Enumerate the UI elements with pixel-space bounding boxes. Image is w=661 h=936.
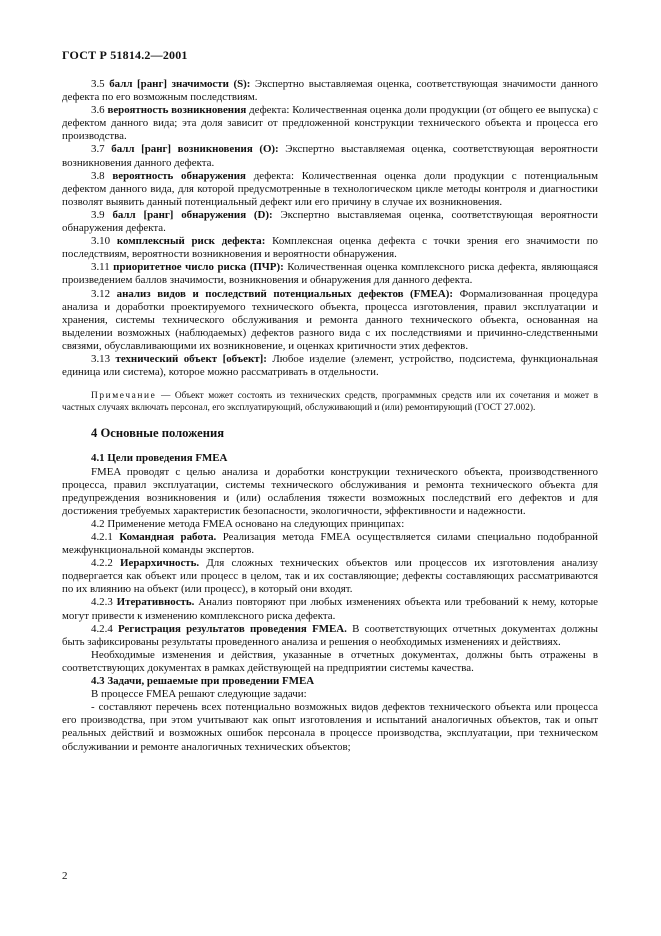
principle-text: Реализация метода FMEA осуществляется силами специально подобранной межфункциональной команды экспертов. [62, 531, 599, 557]
definition-3-5: 3.5 балл [ранг] значимости (S): Экспертно выставляемая оценка, соответствующая значимости данного дефекта по его возможным последствиям. [62, 78, 598, 104]
subsection-4-3-intro: В процессе FMEA решают следующие задачи: [91, 688, 307, 701]
note-label: Примечание [91, 391, 157, 402]
principle-term: Командная работа. [119, 531, 217, 543]
definition-term: технический объект [объект]: [115, 352, 267, 365]
definition-term: балл [ранг] значимости (S): [109, 78, 251, 90]
subsection-4-2-text: 4.2 Применение метода FMEA основано на следующих принципах: [91, 517, 405, 530]
definition-3-13: 3.13 технический объект [объект]: Любое изделие (элемент, устройство, подсистема, функциональная единица или система), которое можно рассматривать в отдельности. [62, 352, 598, 379]
principle-text: Анализ повторяют при любых изменениях объекта или требований к нему, которые могут привести к изменению комплексного риска дефекта. [62, 596, 598, 622]
page-number: 2 [62, 870, 68, 882]
task-list-item: - составляют перечень всех потенциально возможных видов дефектов технического объекта или процесса его производства, при этом учитывают как опыт изготовления и испытаний аналогичных объектов, так и опыт реальных действий и возможных ошибок персонала в процессе производства, эксплуатации, при техническом обслуживании и ремонте аналогичных технических объектов; [62, 701, 598, 753]
definition-text: Экспертно выставляемая оценка, соответствующая вероятности возникновения данного дефекта. [62, 143, 598, 169]
principle-4-2-3: 4.2.3 Итеративность. Анализ повторяют при любых изменениях объекта или требований к нему, которые могут привести к изменению комплексного риска дефекта. [62, 596, 598, 622]
principle-term: Иерархичность. [120, 557, 200, 570]
definition-3-12: 3.12 анализ видов и последствий потенциальных дефектов (FMEA): Формализованная процедура анализа и доработки проектируемого технического объекта, процесса изготовления, правил эксплуатации и хранения, системы технического обслуживания и ремонта данного технического объекта, основанная на выделении возможных (наблюдаемых) дефектов разного вида с их последствиями и причинно-следственными связями, обуславливающими их возникновение, и оценках критичности этих дефектов. [62, 287, 598, 352]
subsection-4-1-text: FMEA проводят с целью анализа и доработки конструкции технического объекта, производственного процесса, правил эксплуатации, системы технического обслуживания и ремонта технического объекта для предупреждения возникновения и (или) ослабления тяжести возможных последствий его дефектов и для достижения требуемых характеристик безопасности, экологичности, эффективности и надежности. [62, 465, 598, 517]
definition-3-9: 3.9 балл [ранг] обнаружения (D): Экспертно выставляемая оценка, соответствующая вероятности обнаружения дефекта. [62, 208, 598, 235]
definition-text: Экспертно выставляемая оценка, соответствующая вероятности обнаружения дефекта. [62, 208, 598, 235]
principle-4-2-1: 4.2.1 Командная работа. Реализация метода FMEA осуществляется силами специально подобранной межфункциональной команды экспертов. [62, 531, 599, 557]
subsection-4-1-title: 4.1 Цели проведения FMEA [91, 452, 228, 465]
subsection-4-3-title: 4.3 Задачи, решаемые при проведении FMEA [91, 675, 315, 688]
document-body [62, 78, 598, 754]
definition-3-8: 3.8 вероятность обнаружения дефекта: Количественная оценка доли продукции с потенциальным дефектом данного вида, для которой предусмотренные в технологическом цикле методы контроля и диагностики позволят выявить данный потенциальный дефект или его причину в случае их возникновения. [62, 169, 598, 208]
definition-3-11: 3.11 приоритетное число риска (ПЧР): Количественная оценка комплексного риска дефекта, являющаяся произведением баллов значимости, возникновения и обнаружения для данного дефекта. [62, 261, 598, 287]
principle-text: Для сложных технических объектов или процессов их изготовления анализу подвергается как объект или процесс в целом, так и их составляющие; дефекты составляющих рассматриваются по их влиянию на объект (или процесс), в который они входят. [62, 557, 598, 596]
definition-text: Любое изделие (элемент, устройство, подсистема, функциональная единица или система), которое можно рассматривать в отдельности. [62, 352, 598, 379]
definition-text: Экспертно выставляемая оценка, соответствующая значимости данного дефекта по его возможным последствиям. [62, 78, 598, 104]
definition-text: дефекта: Количественная оценка доли продукции (от общего ее выпуска) с дефектом данного вида; эта доля зависит от предложенной конструкции технического объекта и процесса его производства. [62, 104, 598, 143]
definition-term: анализ видов и последствий потенциальных дефектов (FMEA): [116, 287, 453, 300]
definition-3-7: 3.7 балл [ранг] возникновения (O): Экспертно выставляемая оценка, соответствующая вероятности возникновения данного дефекта. [62, 143, 598, 169]
section-4-title: 4 Основные положения [91, 426, 225, 441]
definition-term: балл [ранг] обнаружения (D): [112, 208, 273, 221]
definition-term: приоритетное число риска (ПЧР): [113, 261, 284, 274]
definition-text: дефекта: Количественная оценка доли продукции с потенциальным дефектом данного вида, для которой предусмотренные в технологическом цикле методы контроля и диагностики позволят выявить данный потенциальный дефект или его причину в случае их возникновения. [62, 169, 598, 208]
principle-text: В соответствующих отчетных документах должны быть зафиксированы результаты проведенного анализа и решения о необходимых изменениях и действиях. [62, 622, 598, 648]
definition-3-10: 3.10 комплексный риск дефекта: Комплексная оценка дефекта с точки зрения его значимости по последствиям, вероятности возникновения и вероятности обнаружения. [62, 235, 598, 261]
document-header: ГОСТ Р 51814.2—2001 [62, 48, 188, 62]
definition-term: комплексный риск дефекта: [116, 235, 266, 248]
principle-term: Регистрация результатов проведения FMEA. [118, 622, 347, 635]
definition-text: Формализованная процедура анализа и доработки проектируемого технического объекта, процесса изготовления, правил эксплуатации и хранения, системы технического обслуживания и ремонта данного технического объекта, основанная на выделении возможных (наблюдаемых) дефектов разного вида с их последствиями и причинно-следственными связями, обуславливающими их возникновение, и оценках критичности этих дефектов. [62, 287, 598, 352]
principle-4-2-2: 4.2.2 Иерархичность. Для сложных технических объектов или процессов их изготовления анализу подвергается как объект или процесс в целом, так и их составляющие; дефекты составляющих рассматриваются по их влиянию на объект (или процесс), в который они входят. [62, 557, 598, 596]
definition-term: вероятность возникновения [107, 104, 247, 117]
changes-paragraph: Необходимые изменения и действия, указанные в отчетных документах, должны быть отражены в соответствующих документах в рамках действующей на предприятии системы качества. [62, 648, 598, 674]
definition-text: Комплексная оценка дефекта с точки зрения его значимости по последствиям, вероятности возникновения и вероятности обнаружения. [62, 235, 598, 261]
principle-term: Итеративность. [116, 596, 195, 609]
definition-term: вероятность обнаружения [112, 169, 246, 182]
note-text: — Объект может состоять из технических средств, программных средств или их сочетания и может в частных случаях включать персонал, его эксплуатирующий, обслуживающий и (или) ремонтирующий (ГОСТ 27.002). [62, 391, 599, 413]
definition-text: Количественная оценка комплексного риска дефекта, являющаяся произведением баллов значимости, возникновения и обнаружения для данного дефекта. [62, 261, 598, 287]
note [62, 391, 598, 414]
definition-3-6: 3.6 вероятность возникновения дефекта: Количественная оценка доли продукции (от общего ее выпуска) с дефектом данного вида; эта доля зависит от предложенной конструкции технического объекта и процесса его производства. [62, 104, 598, 143]
definition-term: балл [ранг] возникновения (O): [111, 143, 279, 156]
principle-4-2-4: 4.2.4 Регистрация результатов проведения FMEA. В соответствующих отчетных документах должны быть зафиксированы результаты проведенного анализа и решения о необходимых изменениях и действиях. [62, 622, 598, 648]
